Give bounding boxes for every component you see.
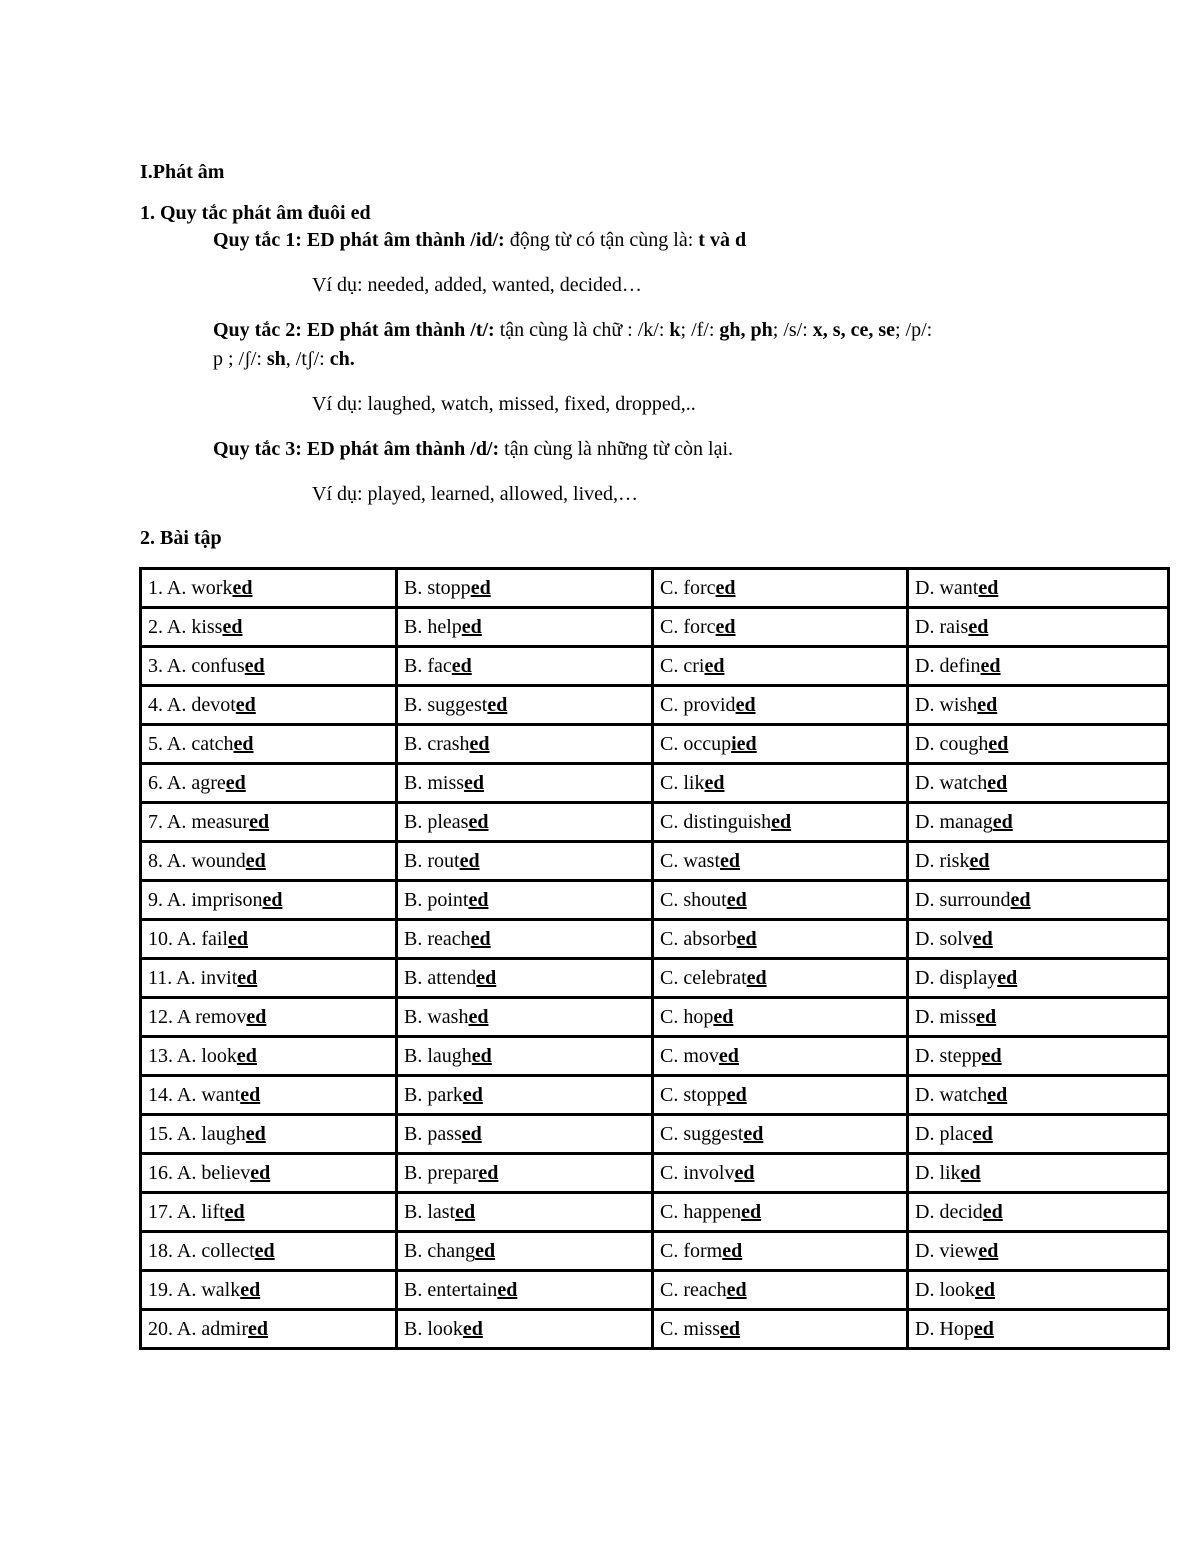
option-stem: D. lik: [915, 1162, 961, 1184]
option-cell-b: [397, 647, 653, 686]
option-cell-c: [653, 764, 908, 803]
option-suffix: ed: [735, 694, 756, 716]
rule-3-text: tận cùng là những từ còn lại.: [499, 438, 734, 460]
option-suffix: ed: [704, 655, 725, 677]
option-stem: D. Hop: [915, 1318, 974, 1340]
rule-2-line-2-part: ch.: [329, 348, 355, 370]
option-stem: D. look: [915, 1279, 975, 1301]
option-cell-c: [653, 1232, 908, 1271]
option-cell-c: [653, 998, 908, 1037]
option-suffix: ed: [478, 1162, 499, 1184]
option-stem: B. wash: [404, 1006, 469, 1028]
option-suffix: ed: [726, 1084, 747, 1106]
table-row: [141, 1310, 1169, 1349]
option-suffix: ed: [451, 655, 472, 677]
option-suffix: ed: [462, 1318, 483, 1340]
option-cell-a: [141, 1271, 397, 1310]
option-cell-b: [397, 608, 653, 647]
option-suffix: ed: [741, 1201, 762, 1223]
option-cell-a: [141, 803, 397, 842]
option-cell-c: [653, 686, 908, 725]
option-cell-a: [141, 686, 397, 725]
option-suffix: ed: [471, 1045, 492, 1067]
option-suffix: ed: [469, 733, 490, 755]
option-suffix: ed: [726, 889, 747, 911]
rule-2-line-1-part: ; /s/:: [772, 319, 813, 341]
option-suffix: ed: [254, 1240, 275, 1262]
option-suffix: ed: [736, 928, 757, 950]
option-suffix: ed: [987, 1084, 1008, 1106]
option-cell-c: [653, 1154, 908, 1193]
option-suffix: ed: [981, 1045, 1002, 1067]
option-cell-d: [908, 1193, 1169, 1232]
option-stem: B. laugh: [404, 1045, 472, 1067]
option-cell-b: [397, 1076, 653, 1115]
rule-2-text: [495, 319, 933, 341]
table-row: [141, 725, 1169, 764]
option-stem: 11. A. invit: [148, 967, 238, 989]
option-cell-c: [653, 920, 908, 959]
option-stem: C. wast: [660, 850, 720, 872]
option-suffix: ed: [713, 1006, 734, 1028]
table-row: [141, 1115, 1169, 1154]
option-stem: B. suggest: [404, 694, 488, 716]
option-suffix: ed: [249, 811, 270, 833]
option-cell-c: [653, 959, 908, 998]
option-stem: B. miss: [404, 772, 465, 794]
option-stem: D. cough: [915, 733, 989, 755]
option-stem: B. entertain: [404, 1279, 498, 1301]
option-cell-a: [141, 1232, 397, 1271]
option-suffix: ed: [232, 577, 253, 599]
option-stem: D. want: [915, 577, 979, 599]
option-stem: D. watch: [915, 1084, 988, 1106]
option-suffix: ed: [976, 1006, 997, 1028]
option-stem: D. decid: [915, 1201, 983, 1223]
option-stem: C. forc: [660, 616, 716, 638]
table-row: [141, 764, 1169, 803]
option-suffix: ed: [975, 1279, 995, 1301]
option-suffix: ed: [470, 577, 491, 599]
option-cell-d: [908, 764, 1169, 803]
option-suffix: ed: [236, 1045, 257, 1067]
option-cell-b: [397, 803, 653, 842]
option-suffix: ed: [977, 694, 998, 716]
option-cell-d: [908, 725, 1169, 764]
option-stem: 4. A. devot: [148, 694, 236, 716]
option-suffix: ed: [464, 772, 485, 794]
rule-2-line-2-part: sh: [266, 348, 286, 370]
table-row: [141, 686, 1169, 725]
option-stem: 13. A. look: [148, 1045, 237, 1067]
option-cell-d: [908, 959, 1169, 998]
option-stem: C. happen: [660, 1201, 742, 1223]
option-cell-a: [141, 1154, 397, 1193]
rule-1-text: động từ có tận cùng là:: [504, 229, 699, 251]
option-stem: 2. A. kiss: [148, 616, 223, 638]
option-suffix: ed: [224, 1201, 245, 1223]
table-row: [141, 569, 1169, 608]
option-suffix: ed: [225, 772, 246, 794]
option-cell-d: [908, 1232, 1169, 1271]
option-stem: B. pass: [404, 1123, 462, 1145]
option-cell-a: [141, 881, 397, 920]
option-suffix: ed: [704, 772, 725, 794]
option-stem: B. look: [404, 1318, 463, 1340]
option-stem: C. form: [660, 1240, 723, 1262]
option-stem: D. view: [915, 1240, 979, 1262]
rule-2-line-1-part: tận cùng là chữ : /k/:: [494, 319, 670, 341]
table-row: [141, 803, 1169, 842]
option-cell-a: [141, 842, 397, 881]
option-cell-b: [397, 959, 653, 998]
option-cell-b: [397, 686, 653, 725]
rule-2-line-2-part: p ; /ʃ/:: [213, 348, 267, 370]
option-cell-b: [397, 1154, 653, 1193]
option-cell-b: [397, 1310, 653, 1349]
option-stem: D. stepp: [915, 1045, 982, 1067]
rule-2-line-1-part: ; /f/:: [680, 319, 720, 341]
option-suffix: ed: [240, 1084, 261, 1106]
option-cell-d: [908, 647, 1169, 686]
rule-2-line-1-part: ; /p/:: [895, 319, 933, 341]
option-cell-d: [908, 881, 1169, 920]
option-stem: C. mov: [660, 1045, 719, 1067]
option-cell-d: [908, 1271, 1169, 1310]
option-suffix: ed: [973, 1318, 994, 1340]
option-suffix: ed: [988, 733, 1009, 755]
option-cell-a: [141, 608, 397, 647]
option-cell-a: [141, 998, 397, 1037]
option-stem: C. distinguish: [660, 811, 772, 833]
option-cell-c: [653, 842, 908, 881]
option-stem: C. occup: [660, 733, 732, 755]
option-suffix: ed: [978, 577, 999, 599]
option-suffix: ed: [246, 1006, 267, 1028]
option-suffix: ed: [248, 1318, 268, 1340]
option-suffix: ed: [244, 655, 265, 677]
option-cell-a: [141, 647, 397, 686]
option-cell-c: [653, 1310, 908, 1349]
option-cell-a: [141, 1076, 397, 1115]
option-cell-b: [397, 1115, 653, 1154]
rule-1-label: Quy tắc 1: ED phát âm thành /id/:: [213, 229, 505, 251]
rule-3-label: Quy tắc 3: ED phát âm thành /d/:: [213, 438, 500, 460]
option-cell-c: [653, 1115, 908, 1154]
option-suffix: ed: [461, 1123, 482, 1145]
option-cell-b: [397, 1271, 653, 1310]
option-suffix: ed: [468, 889, 489, 911]
table-row: [141, 647, 1169, 686]
table-row: [141, 842, 1169, 881]
option-cell-a: [141, 725, 397, 764]
option-stem: C. miss: [660, 1318, 721, 1340]
option-stem: D. miss: [915, 1006, 977, 1028]
option-stem: D. surround: [915, 889, 1011, 911]
option-cell-d: [908, 803, 1169, 842]
option-suffix: ed: [720, 850, 740, 872]
option-suffix: ed: [734, 1162, 755, 1184]
option-stem: B. stopp: [404, 577, 471, 599]
option-cell-d: [908, 1115, 1169, 1154]
rule-2-line-2: [213, 347, 355, 371]
option-suffix: ed: [240, 1279, 261, 1301]
table-row: [141, 1076, 1169, 1115]
rules-heading: 1. Quy tắc phát âm đuôi ed: [140, 202, 371, 224]
option-stem: 17. A. lift: [148, 1201, 225, 1223]
option-cell-a: [141, 1193, 397, 1232]
option-suffix: ed: [982, 1201, 1003, 1223]
option-stem: D. plac: [915, 1123, 973, 1145]
option-cell-b: [397, 569, 653, 608]
option-cell-d: [908, 1037, 1169, 1076]
option-suffix: ed: [980, 655, 1001, 677]
option-stem: 1. A. work: [148, 577, 233, 599]
option-stem: D. watch: [915, 772, 988, 794]
option-suffix: ed: [233, 733, 254, 755]
option-suffix: ed: [972, 1123, 993, 1145]
table-row: [141, 1154, 1169, 1193]
option-stem: B. pleas: [404, 811, 469, 833]
option-stem: B. fac: [404, 655, 452, 677]
option-suffix: ed: [743, 1123, 764, 1145]
option-cell-a: [141, 569, 397, 608]
rule-2-line-1-part: x, s, ce, se: [812, 319, 895, 341]
option-stem: 14. A. want: [148, 1084, 241, 1106]
rule-1-letters: t và d: [698, 229, 747, 251]
option-cell-b: [397, 764, 653, 803]
option-stem: 7. A. measur: [148, 811, 250, 833]
table-row: [141, 881, 1169, 920]
option-cell-c: [653, 569, 908, 608]
option-cell-d: [908, 1310, 1169, 1349]
option-cell-c: [653, 1076, 908, 1115]
option-suffix: ed: [461, 616, 482, 638]
table-row: [141, 959, 1169, 998]
option-cell-c: [653, 803, 908, 842]
option-suffix: ed: [987, 772, 1008, 794]
option-cell-b: [397, 1232, 653, 1271]
option-stem: B. crash: [404, 733, 470, 755]
rule-1: [213, 228, 746, 252]
table-row: [141, 1232, 1169, 1271]
option-stem: B. park: [404, 1084, 463, 1106]
option-stem: 5. A. catch: [148, 733, 234, 755]
option-suffix: ed: [245, 1123, 266, 1145]
option-cell-c: [653, 608, 908, 647]
option-stem: D. manag: [915, 811, 993, 833]
option-stem: B. last: [404, 1201, 456, 1223]
option-suffix: ied: [731, 733, 757, 755]
option-suffix: ed: [997, 967, 1018, 989]
option-cell-c: [653, 1193, 908, 1232]
rule-3: [213, 437, 733, 461]
option-suffix: ed: [715, 616, 736, 638]
option-stem: 15. A. laugh: [148, 1123, 246, 1145]
table-row: [141, 1037, 1169, 1076]
option-suffix: ed: [476, 967, 497, 989]
option-stem: C. reach: [660, 1279, 727, 1301]
section-title: I.Phát âm: [140, 161, 225, 183]
option-stem: B. chang: [404, 1240, 476, 1262]
exercise-table: [139, 567, 1170, 1350]
option-suffix: ed: [960, 1162, 981, 1184]
option-cell-c: [653, 647, 908, 686]
option-suffix: ed: [487, 694, 508, 716]
option-stem: C. forc: [660, 577, 716, 599]
option-suffix: ed: [237, 967, 258, 989]
option-stem: 20. A. admir: [148, 1318, 248, 1340]
option-stem: C. celebrat: [660, 967, 747, 989]
option-stem: C. stopp: [660, 1084, 727, 1106]
option-suffix: ed: [718, 1045, 739, 1067]
option-cell-b: [397, 881, 653, 920]
option-suffix: ed: [968, 616, 989, 638]
option-stem: D. display: [915, 967, 998, 989]
option-stem: D. risk: [915, 850, 970, 872]
option-stem: 6. A. agre: [148, 772, 226, 794]
option-cell-b: [397, 920, 653, 959]
option-cell-d: [908, 998, 1169, 1037]
option-suffix: ed: [497, 1279, 518, 1301]
option-stem: B. reach: [404, 928, 471, 950]
option-cell-d: [908, 686, 1169, 725]
option-suffix: ed: [746, 967, 767, 989]
option-suffix: ed: [262, 889, 283, 911]
option-cell-c: [653, 725, 908, 764]
table-row: [141, 920, 1169, 959]
option-stem: 8. A. wound: [148, 850, 246, 872]
table-row: [141, 608, 1169, 647]
option-cell-d: [908, 920, 1169, 959]
option-cell-a: [141, 1115, 397, 1154]
option-suffix: ed: [969, 850, 990, 872]
option-suffix: ed: [726, 1279, 747, 1301]
option-stem: B. point: [404, 889, 469, 911]
option-cell-d: [908, 608, 1169, 647]
option-suffix: ed: [459, 850, 480, 872]
option-suffix: ed: [462, 1084, 483, 1106]
option-stem: C. cri: [660, 655, 705, 677]
option-suffix: ed: [245, 850, 266, 872]
option-stem: B. attend: [404, 967, 477, 989]
option-stem: D. rais: [915, 616, 969, 638]
rule-2-line-1: [213, 318, 932, 342]
option-cell-c: [653, 1271, 908, 1310]
option-suffix: ed: [455, 1201, 476, 1223]
option-stem: B. prepar: [404, 1162, 479, 1184]
option-stem: C. suggest: [660, 1123, 744, 1145]
option-stem: C. lik: [660, 772, 705, 794]
option-stem: D. defin: [915, 655, 981, 677]
option-cell-b: [397, 1037, 653, 1076]
option-stem: D. solv: [915, 928, 973, 950]
option-suffix: ed: [771, 811, 792, 833]
option-suffix: ed: [978, 1240, 999, 1262]
rule-2-line-1-part: k: [669, 319, 681, 341]
option-cell-d: [908, 842, 1169, 881]
rule-2-line-1-part: gh, ph: [719, 319, 773, 341]
table-row: [141, 1271, 1169, 1310]
option-cell-d: [908, 1154, 1169, 1193]
option-stem: B. rout: [404, 850, 460, 872]
option-cell-b: [397, 842, 653, 881]
rule-2-label: Quy tắc 2: ED phát âm thành /t/:: [213, 319, 495, 341]
option-cell-a: [141, 1037, 397, 1076]
option-stem: D. wish: [915, 694, 978, 716]
option-stem: 3. A. confus: [148, 655, 245, 677]
rule-2-example: Ví dụ: laughed, watch, missed, fixed, dropped,..: [312, 393, 696, 415]
option-suffix: ed: [722, 1240, 743, 1262]
option-suffix: ed: [992, 811, 1013, 833]
exercise-heading: 2. Bài tập: [140, 527, 222, 549]
option-stem: B. help: [404, 616, 462, 638]
option-suffix: ed: [222, 616, 243, 638]
option-suffix: ed: [1010, 889, 1031, 911]
rule-3-example: Ví dụ: played, learned, allowed, lived,…: [312, 483, 639, 505]
option-suffix: ed: [715, 577, 736, 599]
option-suffix: ed: [972, 928, 993, 950]
option-suffix: ed: [235, 694, 256, 716]
option-stem: 16. A. believ: [148, 1162, 251, 1184]
option-stem: C. provid: [660, 694, 736, 716]
option-cell-a: [141, 920, 397, 959]
option-stem: C. shout: [660, 889, 727, 911]
option-suffix: ed: [228, 928, 248, 950]
option-stem: 10. A. fail: [148, 928, 228, 950]
option-stem: C. absorb: [660, 928, 737, 950]
option-cell-d: [908, 569, 1169, 608]
option-cell-a: [141, 1310, 397, 1349]
rule-2-line-2-part: , /tʃ/:: [285, 348, 330, 370]
option-suffix: ed: [470, 928, 491, 950]
option-stem: C. involv: [660, 1162, 735, 1184]
option-cell-a: [141, 764, 397, 803]
rule-1-example: Ví dụ: needed, added, wanted, decided…: [312, 274, 642, 296]
option-cell-b: [397, 998, 653, 1037]
option-cell-c: [653, 881, 908, 920]
table-row: [141, 1193, 1169, 1232]
option-suffix: ed: [475, 1240, 496, 1262]
option-stem: 19. A. walk: [148, 1279, 241, 1301]
option-stem: 12. A remov: [148, 1006, 247, 1028]
option-stem: 9. A. imprison: [148, 889, 263, 911]
table-row: [141, 998, 1169, 1037]
option-suffix: ed: [468, 811, 489, 833]
option-suffix: ed: [468, 1006, 489, 1028]
option-cell-b: [397, 725, 653, 764]
option-cell-b: [397, 1193, 653, 1232]
option-suffix: ed: [720, 1318, 741, 1340]
option-stem: 18. A. collect: [148, 1240, 255, 1262]
option-stem: C. hop: [660, 1006, 714, 1028]
option-cell-a: [141, 959, 397, 998]
option-suffix: ed: [250, 1162, 271, 1184]
option-cell-d: [908, 1076, 1169, 1115]
option-cell-c: [653, 1037, 908, 1076]
